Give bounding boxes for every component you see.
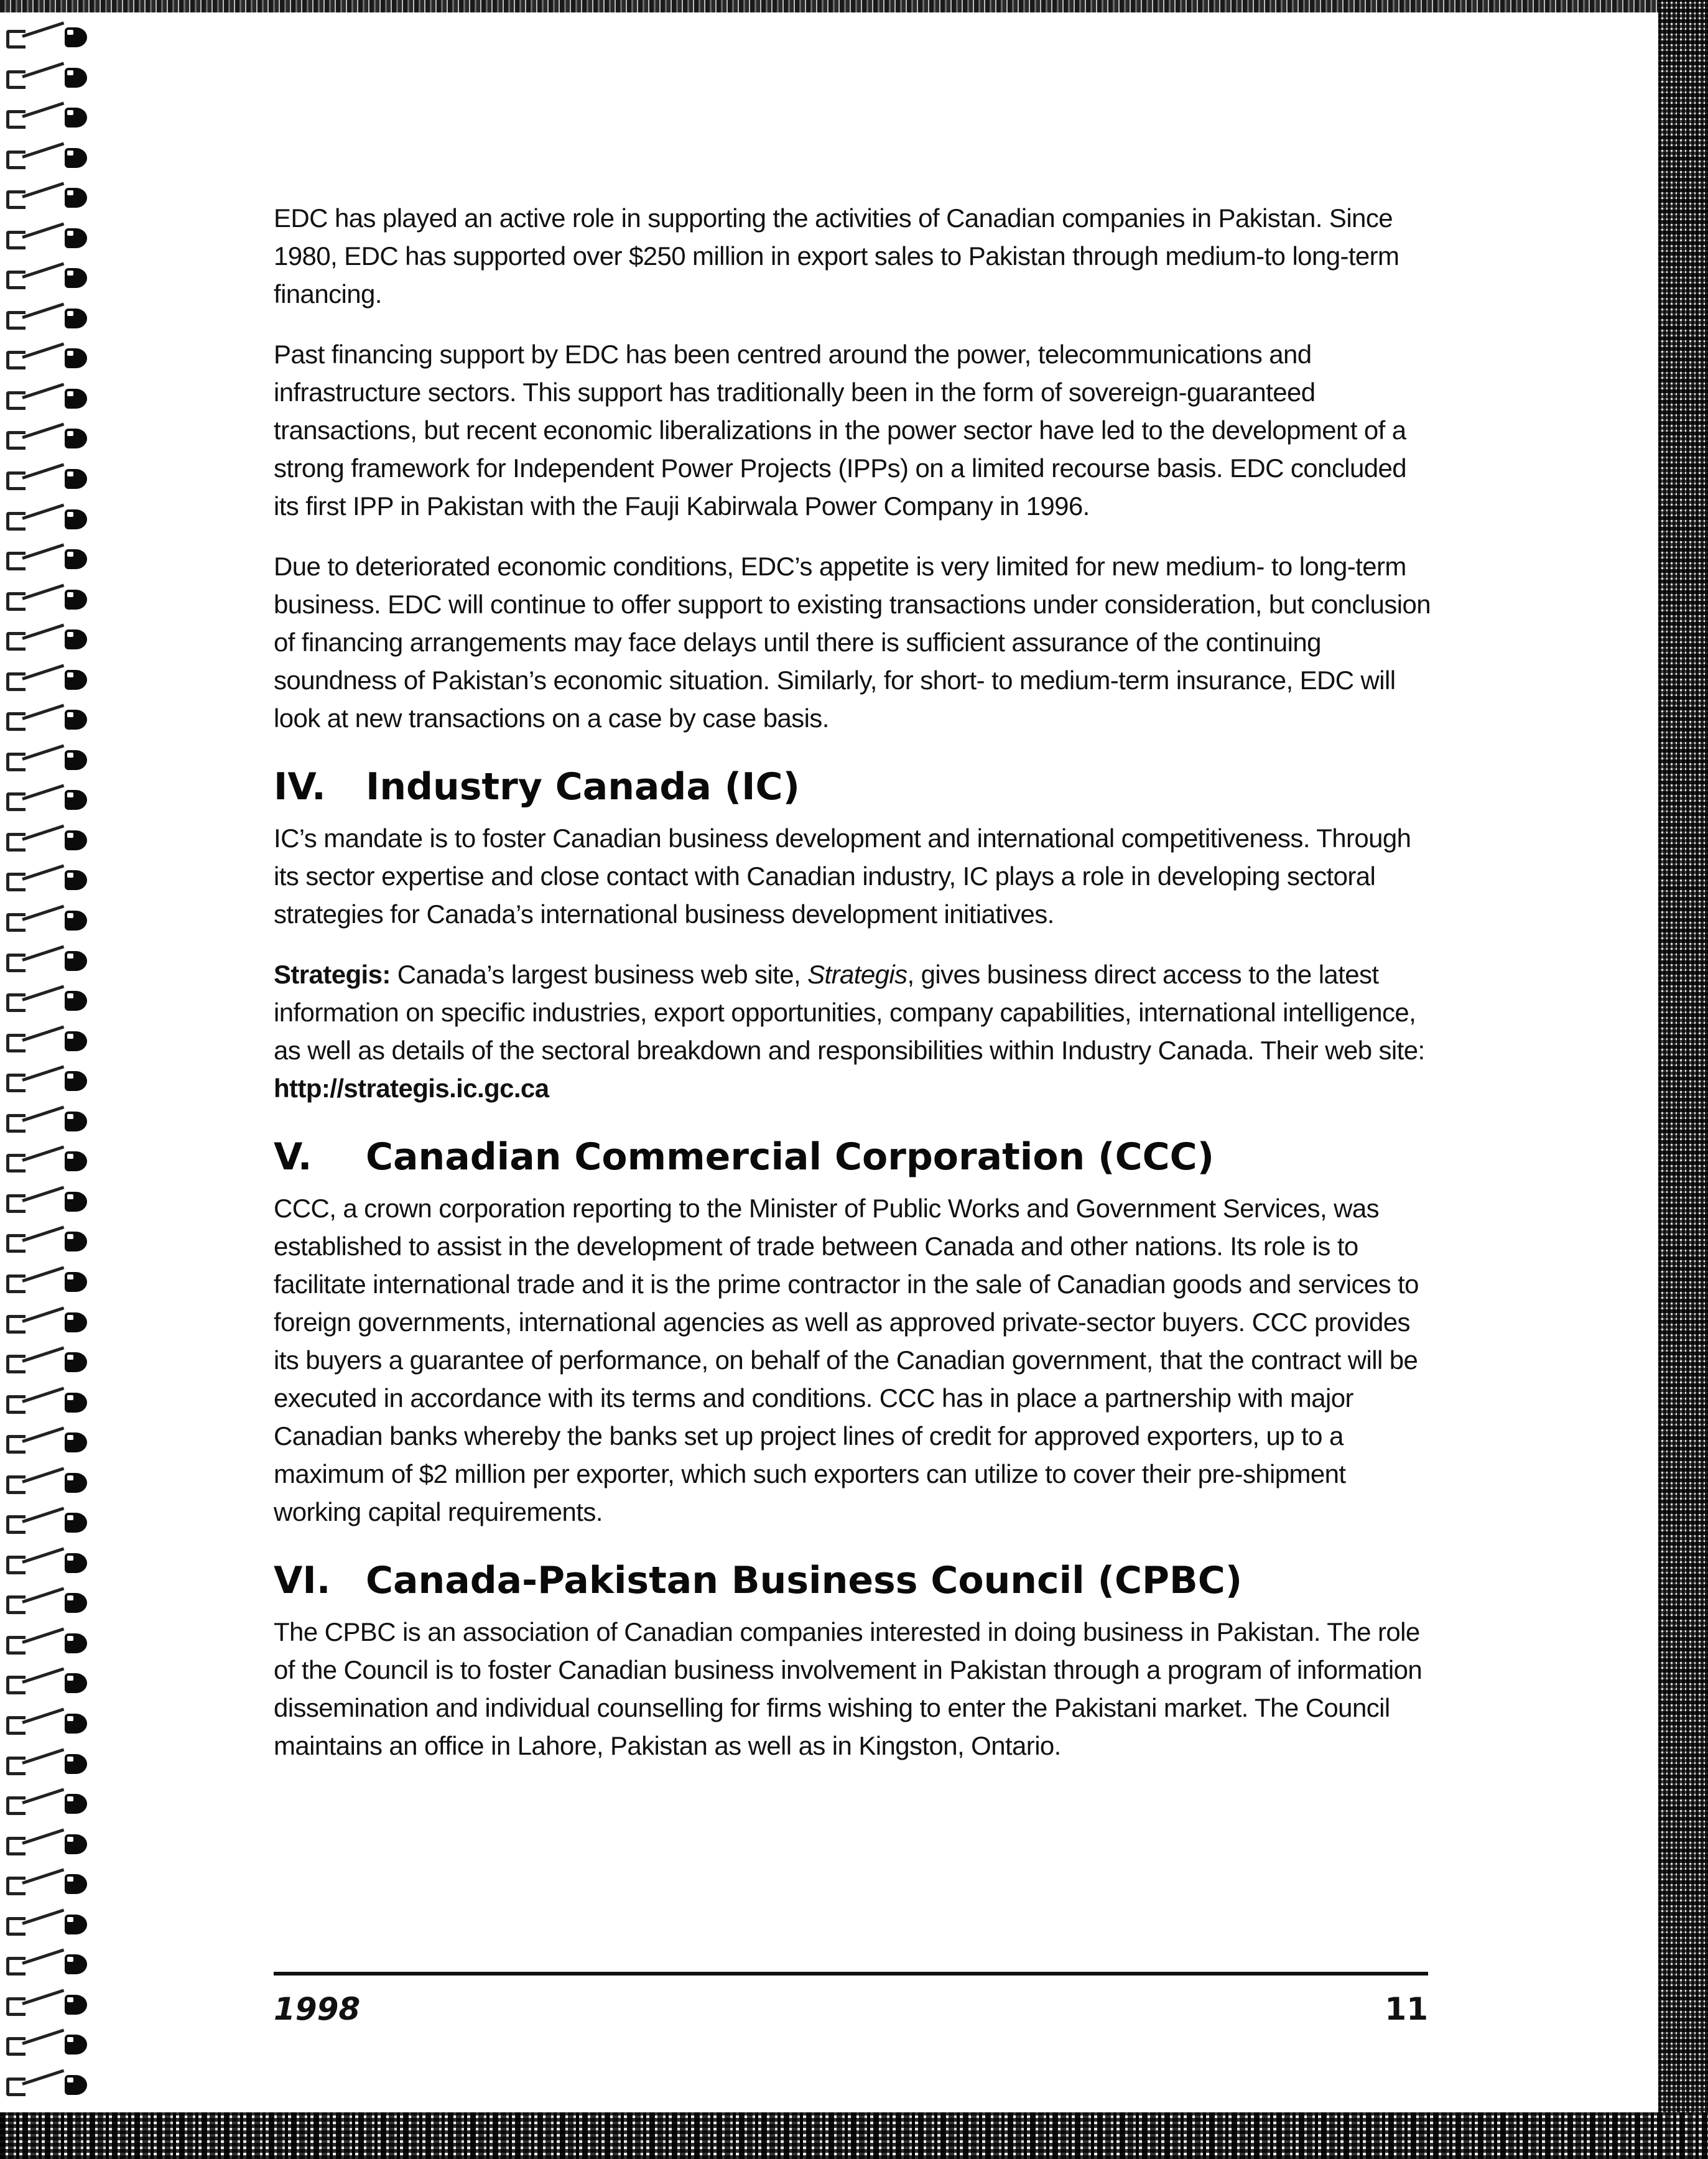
section-v-heading bbox=[274, 1132, 1431, 1182]
binding-coil bbox=[0, 386, 103, 410]
binding-coil bbox=[0, 1470, 103, 1494]
binding-coil bbox=[0, 1270, 103, 1293]
strategis-italic: Strategis bbox=[807, 960, 907, 989]
section-vi-number: VI. bbox=[274, 1559, 331, 1602]
binding-coil bbox=[0, 1791, 103, 1815]
binding-coil bbox=[0, 25, 103, 49]
binding-coil bbox=[0, 1229, 103, 1253]
binding-coil bbox=[0, 1350, 103, 1373]
strategis-lead: Strategis: bbox=[274, 960, 391, 989]
binding-coil bbox=[0, 507, 103, 531]
binding-coil bbox=[0, 1189, 103, 1213]
binding-coil bbox=[0, 667, 103, 691]
binding-coil bbox=[0, 2032, 103, 2056]
section-v-number: V. bbox=[274, 1135, 312, 1179]
spiral-binding bbox=[0, 25, 103, 2096]
binding-coil bbox=[0, 1149, 103, 1172]
binding-coil bbox=[0, 1551, 103, 1574]
strategis-text-2: , gives business direct access to the latest information on specific industries, export opportunities, company capabilities, international intelligence, as well as details of the sectoral breakdown and responsibilities within Industry Canada. Their web site: bbox=[274, 960, 1425, 1065]
binding-coil bbox=[0, 1029, 103, 1052]
strategis-url-link[interactable]: http://strategis.ic.gc.ca bbox=[274, 1074, 549, 1103]
scan-bottom-edge bbox=[0, 2112, 1708, 2159]
ccc-paragraph: CCC, a crown corporation reporting to the Minister of Public Works and Government Services, was established to assist in the development of trade between Canada and other nations. Its role is to facilitate international trade and it is the prime contractor in the sale of Canadian goods and services to foreign governments, international agencies as well as approved private-sector buyers. CCC provides its buyers a guarantee of performance, on behalf of the Canadian government, that the contract will be executed in accordance with its terms and conditions. CCC has in place a partnership with major Canadian banks whereby the banks set up project lines of credit for approved exporters, up to a maximum of $2 million per exporter, which such exporters can utilize to cover their pre-shipment working capital requirements. bbox=[274, 1194, 1419, 1526]
binding-coil bbox=[0, 426, 103, 450]
binding-coil bbox=[0, 547, 103, 570]
binding-coil bbox=[0, 306, 103, 330]
section-iv-number: IV. bbox=[274, 765, 326, 809]
cpbc-paragraph: The CPBC is an association of Canadian companies interested in doing business in Pakistan. The role of the Council is to foster Canadian business involvement in Pakistan through a program of information dissemination and individual counselling for firms wishing to enter the Pakistani market. The Council maintains an office in Lahore, Pakistan as well as in Kingston, Ontario. bbox=[274, 1617, 1423, 1760]
scan-top-edge bbox=[0, 0, 1708, 12]
section-vi-title: Canada-Pakistan Business Council (CPBC) bbox=[366, 1559, 1243, 1602]
page-content bbox=[274, 199, 1431, 1787]
binding-coil bbox=[0, 787, 103, 811]
binding-coil bbox=[0, 1992, 103, 2016]
footer-rule bbox=[274, 1972, 1428, 1976]
binding-coil bbox=[0, 146, 103, 169]
binding-coil bbox=[0, 1711, 103, 1735]
binding-coil bbox=[0, 1390, 103, 1414]
binding-coil bbox=[0, 226, 103, 249]
binding-coil bbox=[0, 266, 103, 289]
footer-year: 1998 bbox=[274, 1991, 361, 2027]
binding-coil bbox=[0, 1510, 103, 1534]
binding-coil bbox=[0, 1109, 103, 1133]
edc-paragraph-2: Past financing support by EDC has been centred around the power, telecommunications and infrastructure sectors. This support has traditionally been in the form of sovereign-guaranteed transactions, but recent economic liberalizations in the power sector have led to the development of a strong framework for Independent Power Projects (IPPs) on a limited recourse basis. EDC concluded its first IPP in Pakistan with the Fauji Kabirwala Power Company in 1996. bbox=[274, 340, 1406, 521]
edc-paragraph-3: Due to deteriorated economic conditions, EDC’s appetite is very limited for new medium- to long-term business. EDC will continue to offer support to existing transactions under consideration, but conclusion of financing arrangements may face delays until there is sufficient assurance of the continuing soundness of Pakistan’s economic situation. Similarly, for short- to medium-term insurance, EDC will look at new transactions on a case by case basis. bbox=[274, 552, 1431, 733]
edc-paragraph-1: EDC has played an active role in supporting the activities of Canadian companies in Pakistan. Since 1980, EDC has supported over $250 million in export sales to Pakistan through medium-to long-term financing. bbox=[274, 203, 1399, 309]
binding-coil bbox=[0, 1752, 103, 1775]
binding-coil bbox=[0, 346, 103, 369]
binding-coil bbox=[0, 1310, 103, 1334]
ic-paragraph: IC’s mandate is to foster Canadian business development and international competitiveness. Through its sector expertise and close contact with Canadian industry, IC plays a role in developing sectoral strategies for Canada’s international business development initiatives. bbox=[274, 824, 1411, 929]
binding-coil bbox=[0, 828, 103, 852]
binding-coil bbox=[0, 105, 103, 129]
binding-coil bbox=[0, 988, 103, 1012]
binding-coil bbox=[0, 1952, 103, 1976]
binding-coil bbox=[0, 587, 103, 611]
strategis-text-1: Canada’s largest business web site, bbox=[390, 960, 808, 989]
binding-coil bbox=[0, 2073, 103, 2096]
binding-coil bbox=[0, 1069, 103, 1092]
binding-coil bbox=[0, 949, 103, 972]
binding-coil bbox=[0, 868, 103, 891]
binding-coil bbox=[0, 1832, 103, 1855]
binding-coil bbox=[0, 467, 103, 490]
scan-right-edge bbox=[1658, 0, 1708, 2159]
binding-coil bbox=[0, 707, 103, 731]
binding-coil bbox=[0, 1872, 103, 1895]
binding-coil bbox=[0, 748, 103, 771]
binding-coil bbox=[0, 1912, 103, 1936]
strategis-paragraph bbox=[274, 955, 1431, 1107]
section-iv-heading bbox=[274, 762, 1431, 812]
binding-coil bbox=[0, 1671, 103, 1694]
binding-coil bbox=[0, 1590, 103, 1614]
section-v-title: Canadian Commercial Corporation (CCC) bbox=[366, 1135, 1215, 1179]
page-number: 11 bbox=[1385, 1991, 1428, 2027]
section-vi-heading bbox=[274, 1556, 1431, 1605]
binding-coil bbox=[0, 1631, 103, 1655]
binding-coil bbox=[0, 65, 103, 89]
binding-coil bbox=[0, 1430, 103, 1454]
binding-coil bbox=[0, 185, 103, 209]
section-iv-title: Industry Canada (IC) bbox=[366, 765, 800, 809]
binding-coil bbox=[0, 627, 103, 651]
binding-coil bbox=[0, 908, 103, 932]
